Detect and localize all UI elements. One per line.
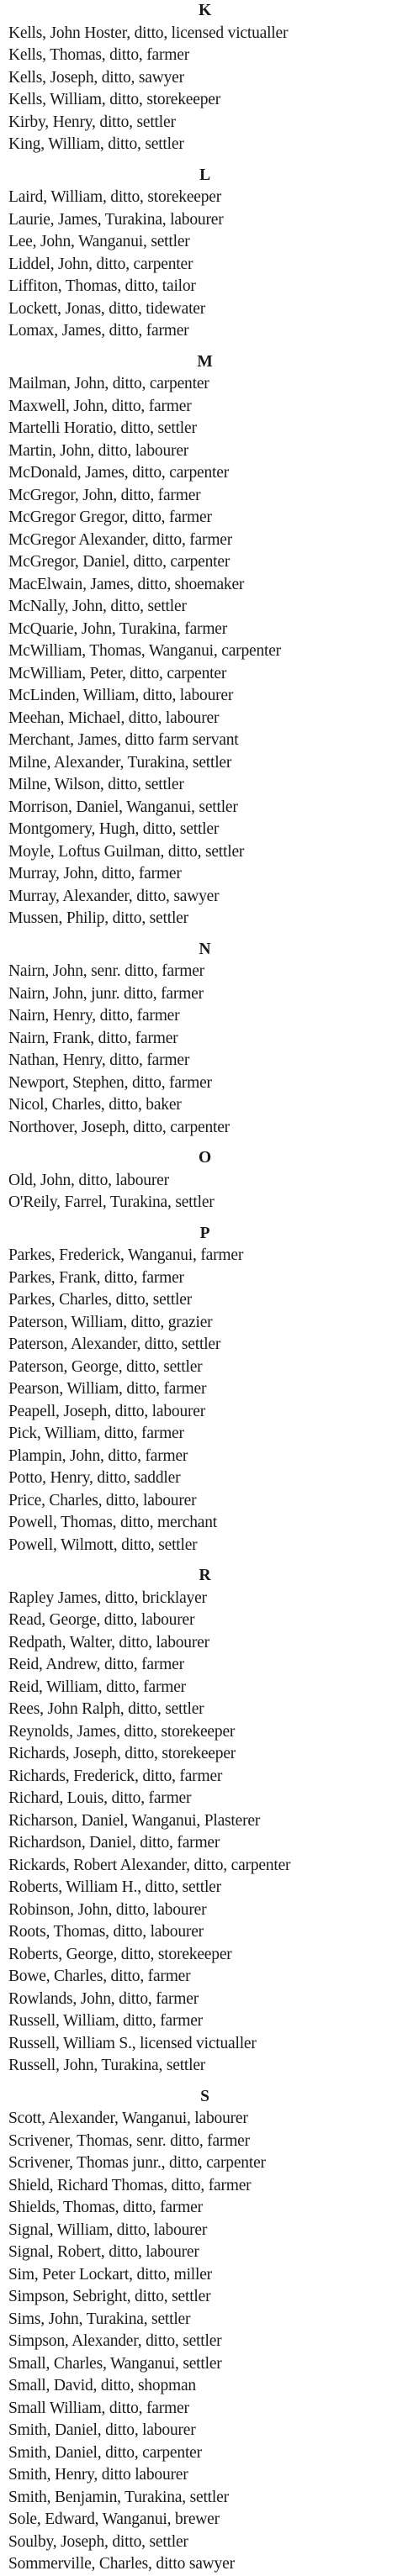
roll-entry: O'Reily, Farrel, Turakina, settler — [8, 1193, 215, 1211]
roll-entry: McWilliam, Thomas, Wanganui, carpenter — [8, 642, 281, 660]
roll-entry: Redpath, Walter, ditto, labourer — [8, 1633, 209, 1651]
section-m — [8, 351, 401, 939]
roll-entry: Montgomery, Hugh, ditto, settler — [8, 820, 220, 838]
roll-entry: Russell, William S., licensed victualler — [8, 2034, 257, 2052]
roll-entry: Nathan, Henry, ditto, farmer — [8, 1051, 190, 1069]
roll-entry: Smith, Benjamin, Turakina, settler — [8, 2488, 229, 2506]
roll-entry: Nairn, John, junr. ditto, farmer — [8, 984, 204, 1003]
roll-entry: Meehan, Michael, ditto, labourer — [8, 709, 220, 727]
roll-entry: Sommerville, Charles, ditto sawyer — [8, 2555, 235, 2573]
roll-entry: Morrison, Daniel, Wanganui, settler — [8, 798, 238, 816]
roll-entry: Parkes, Frank, ditto, farmer — [8, 1268, 184, 1287]
roll-entry: Roots, Thomas, ditto, labourer — [8, 1923, 204, 1941]
roll-entry: Scrivener, Thomas junr., ditto, carpenter — [8, 2154, 266, 2172]
roll-entry: McDonald, James, ditto, carpenter — [8, 464, 229, 482]
roll-entry: Merchant, James, ditto farm servant — [8, 731, 239, 749]
roll-entry: Lomax, James, ditto, farmer — [8, 322, 189, 340]
roll-entry: Richardson, Daniel, ditto, farmer — [8, 1834, 220, 1852]
section-divider-space — [8, 156, 401, 165]
roll-entry: Soulby, Joseph, ditto, settler — [8, 2532, 188, 2551]
roll-entry: Simpson, Sebright, ditto, settler — [8, 2288, 211, 2305]
roll-entry: Smith, Daniel, ditto, carpenter — [8, 2443, 202, 2462]
section-letter-heading: P — [199, 1224, 210, 1242]
section-letter-heading: N — [199, 940, 211, 958]
roll-entry: Nairn, Henry, ditto, farmer — [8, 1007, 180, 1025]
roll-entry: Powell, Thomas, ditto, merchant — [8, 1514, 217, 1531]
section-l — [8, 165, 401, 351]
roll-entry: Murray, Alexander, ditto, sawyer — [8, 887, 220, 905]
roll-entry: Reynolds, James, ditto, storekeeper — [8, 1722, 236, 1741]
roll-entry: Small, Charles, Wanganui, settler — [8, 2354, 222, 2373]
roll-entry: Price, Charles, ditto, labourer — [8, 1491, 197, 1509]
roll-entry: Sim, Peter Lockart, ditto, miller — [8, 2265, 212, 2284]
roll-entry: Smith, Henry, ditto labourer — [8, 2466, 188, 2484]
section-divider-space — [8, 1139, 401, 1147]
roll-entry: Sole, Edward, Wanganui, brewer — [8, 2510, 220, 2528]
roll-entry: Nairn, Frank, ditto, farmer — [8, 1029, 178, 1047]
roll-entry: Kells, Joseph, ditto, sawyer — [8, 68, 184, 87]
section-divider-space — [8, 930, 401, 939]
roll-entry: Shields, Thomas, ditto, farmer — [8, 2199, 203, 2216]
roll-entry: McQuarie, John, Turakina, farmer — [8, 619, 228, 638]
section-o — [8, 1147, 401, 1223]
roll-entry: Martelli Horatio, ditto, settler — [8, 419, 197, 437]
roll-entry: Peapell, Joseph, ditto, labourer — [8, 1402, 206, 1420]
roll-entry: Simpson, Alexander, ditto, settler — [8, 2332, 222, 2350]
section-letter-heading: S — [200, 2087, 209, 2105]
roll-entry: Small William, ditto, farmer — [8, 2399, 189, 2417]
section-divider-space — [8, 1214, 401, 1223]
roll-entry: Martin, John, ditto, labourer — [8, 441, 189, 460]
roll-entry: Richarson, Daniel, Wanganui, Plasterer — [8, 1811, 261, 1830]
roll-entry: Pick, William, ditto, farmer — [8, 1425, 184, 1442]
roll-entry: Kirby, Henry, ditto, settler — [8, 113, 176, 131]
roll-entry: King, William, ditto, settler — [8, 135, 184, 153]
roll-entry: Rowlands, John, ditto, farmer — [8, 1989, 199, 2008]
section-s — [8, 2086, 401, 2576]
roll-entry: Liffiton, Thomas, ditto, tailor — [8, 277, 196, 295]
roll-entry: MacElwain, James, ditto, shoemaker — [8, 575, 245, 593]
roll-entry: Bowe, Charles, ditto, farmer — [8, 1968, 191, 1985]
roll-entry: Laird, William, ditto, storekeeper — [8, 188, 222, 206]
roll-entry: Murray, John, ditto, farmer — [8, 865, 182, 882]
roll-entry: Rapley James, ditto, bricklayer — [8, 1588, 207, 1607]
section-p — [8, 1223, 401, 1566]
roll-entry: Lee, John, Wanganui, settler — [8, 233, 190, 250]
section-letter-heading: O — [199, 1149, 211, 1167]
roll-entry: Plampin, John, ditto, farmer — [8, 1446, 188, 1465]
roll-entry: Milne, Alexander, Turakina, settler — [8, 753, 232, 772]
roll-entry: Newport, Stephen, ditto, farmer — [8, 1073, 212, 1092]
roll-entry: McGregor, Daniel, ditto, carpenter — [8, 553, 230, 571]
roll-entry: Reid, Andrew, ditto, farmer — [8, 1656, 184, 1673]
roll-entry: Powell, Wilmott, ditto, settler — [8, 1536, 198, 1554]
roll-entry: Northover, Joseph, ditto, carpenter — [8, 1118, 230, 1136]
roll-entry: Milne, Wilson, ditto, settler — [8, 776, 184, 793]
roll-entry: Richard, Louis, ditto, farmer — [8, 1789, 192, 1807]
roll-entry: Small, David, ditto, shopman — [8, 2377, 196, 2394]
section-r — [8, 1565, 401, 2086]
roll-entry: Nairn, John, senr. ditto, farmer — [8, 962, 204, 980]
roll-entry: Paterson, George, ditto, settler — [8, 1357, 203, 1376]
roll-entry: Roberts, William H., ditto, settler — [8, 1878, 221, 1896]
roll-entry: Parkes, Frederick, Wanganui, farmer — [8, 1246, 244, 1264]
roll-entry: Potto, Henry, ditto, saddler — [8, 1469, 181, 1487]
roll-entry: Kells, Thomas, ditto, farmer — [8, 46, 189, 64]
roll-entry: Pearson, William, ditto, farmer — [8, 1380, 207, 1398]
section-divider-space — [8, 2078, 401, 2086]
roll-entry: Smith, Daniel, ditto, labourer — [8, 2421, 196, 2439]
roll-entry: Mussen, Philip, ditto, settler — [8, 909, 188, 927]
roll-entry: Parkes, Charles, ditto, settler — [8, 1291, 193, 1309]
roll-entry: Russell, John, Turakina, settler — [8, 2057, 206, 2074]
roll-entry: Moyle, Loftus Guilman, ditto, settler — [8, 842, 245, 861]
roll-entry: Old, John, ditto, labourer — [8, 1171, 169, 1189]
roll-entry: Maxwell, John, ditto, farmer — [8, 397, 192, 415]
section-letter-heading: R — [199, 1567, 211, 1584]
section-letter-heading: L — [199, 166, 210, 184]
roll-entry: Mailman, John, ditto, carpenter — [8, 375, 209, 392]
roll-entry: Reid, William, ditto, farmer — [8, 1678, 186, 1696]
section-n — [8, 939, 401, 1148]
roll-entry: Sims, John, Turakina, settler — [8, 2310, 191, 2328]
roll-entry: Shield, Richard Thomas, ditto, farmer — [8, 2176, 252, 2194]
roll-entry: Paterson, William, ditto, grazier — [8, 1313, 213, 1331]
roll-entry: Paterson, Alexander, ditto, settler — [8, 1335, 221, 1353]
roll-entry: Signal, Robert, ditto, labourer — [8, 2243, 199, 2261]
section-letter-heading: M — [197, 352, 213, 371]
section-divider-space — [8, 343, 401, 351]
section-letter-heading: K — [199, 2, 211, 19]
roll-entry: Signal, William, ditto, labourer — [8, 2220, 208, 2239]
roll-entry: Scott, Alexander, Wanganui, labourer — [8, 2110, 248, 2127]
roll-entry: Liddel, John, ditto, carpenter — [8, 255, 193, 273]
roll-entry: Read, George, ditto, labourer — [8, 1611, 195, 1629]
roll-entry: McLinden, William, ditto, labourer — [8, 687, 234, 704]
roll-entry: Laurie, James, Turakina, labourer — [8, 210, 224, 229]
roll-entry: Russell, William, ditto, farmer — [8, 2012, 203, 2030]
roll-entry: Roberts, George, ditto, storekeeper — [8, 1945, 232, 1963]
roll-entry: Kells, William, ditto, storekeeper — [8, 91, 220, 108]
section-divider-space — [8, 1557, 401, 1565]
roll-entry: Kells, John Hoster, ditto, licensed victualler — [8, 24, 289, 42]
roll-entry: McWilliam, Peter, ditto, carpenter — [8, 664, 227, 682]
roll-entry: Lockett, Jonas, ditto, tidewater — [8, 299, 206, 318]
roll-entry: Richards, Frederick, ditto, farmer — [8, 1767, 223, 1785]
section-k — [8, 0, 401, 165]
roll-entry: McNally, John, ditto, settler — [8, 598, 187, 615]
roll-entry: Rickards, Robert Alexander, ditto, carpenter — [8, 1856, 291, 1874]
roll-entry: Rees, John Ralph, ditto, settler — [8, 1700, 204, 1718]
roll-entry: Scrivener, Thomas, senr. ditto, farmer — [8, 2131, 250, 2150]
roll-entry: Nicol, Charles, ditto, baker — [8, 1096, 182, 1114]
roll-entry: Robinson, John, ditto, labourer — [8, 1900, 207, 1919]
roll-entry: McGregor Gregor, ditto, farmer — [8, 508, 212, 526]
roll-entry: McGregor Alexander, ditto, farmer — [8, 530, 233, 549]
roll-entry: Richards, Joseph, ditto, storekeeper — [8, 1745, 236, 1762]
roll-entry: McGregor, John, ditto, farmer — [8, 486, 201, 504]
